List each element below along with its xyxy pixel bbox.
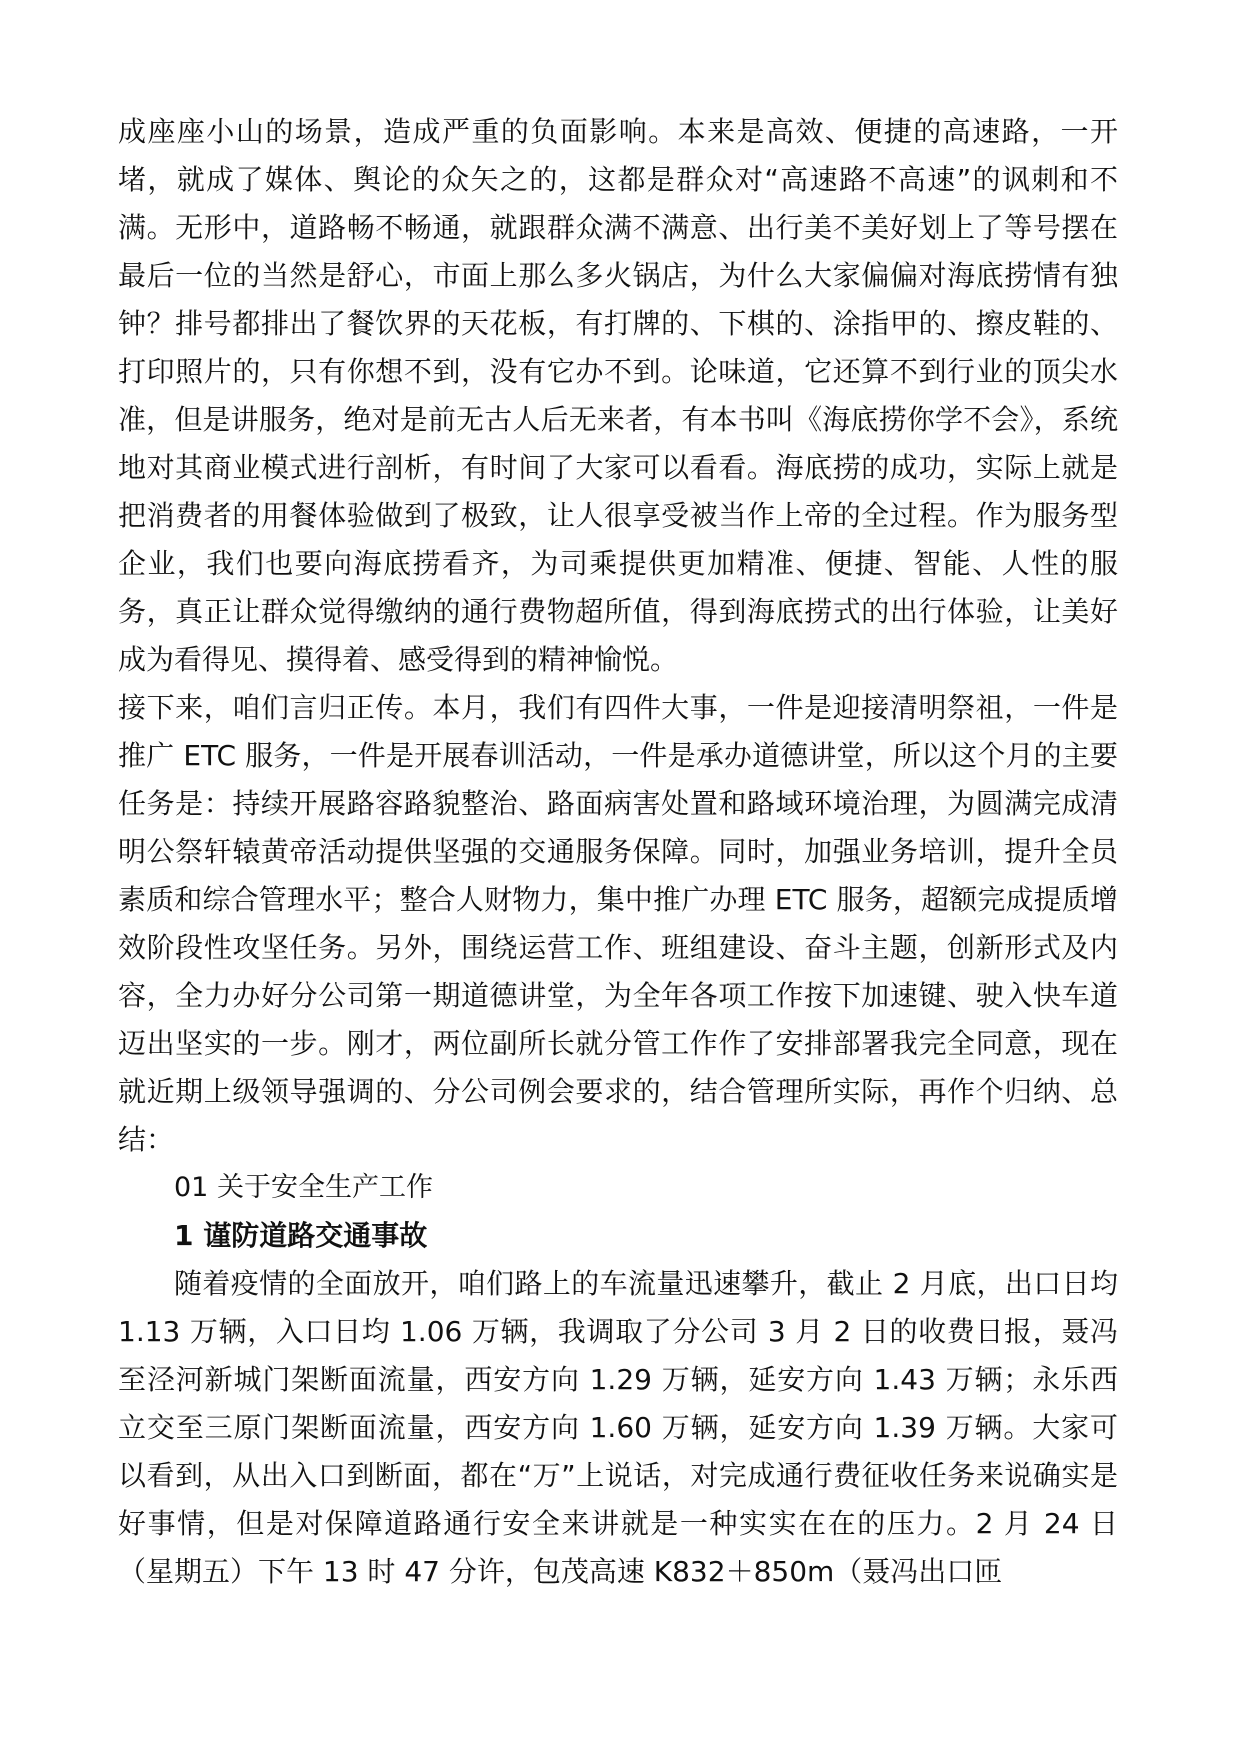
body-paragraph: 随着疫情的全面放开，咱们路上的车流量迅速攀升，截止 2 月底，出口日均 1.13 万辆，入口日均 1.06 万辆，我调取了分公司 3 月 2 日的收费日报，聂冯至泾河新城门架断面流量，西安方向 1.29 万辆，延安方向 1.43 万辆；永乐西立交至三原门架断面流量，西安方向 1.60 万辆，延安方向 1.39 万辆。大家可以看到，从出入口到断面，都在“万”上说话，对完成通行费征收任务来说确实是好事情，但是对保障道路通行安全来讲就是一种实实在在的压力。2 月 24 日（星期五）下午 13 时 47 分许，包茂高速 K832＋850m（聂冯出口匝 [118,1267,1118,1588]
subheading: 1 谨防道路交通事故 [174,1219,428,1252]
section-label: 01 关于安全生产工作 [174,1172,433,1203]
body-paragraph: 成座座小山的场景，造成严重的负面影响。本来是高效、便捷的高速路，一开堵，就成了媒体、舆论的众矢之的，这都是群众对“高速路不高速”的讽刺和不满。无形中，道路畅不畅通，就跟群众满不满意、出行美不美好划上了等号摆在最后一位的当然是舒心，市面上那么多火锅店，为什么大家偏偏对海底捞情有独钟？排号都排出了餐饮界的天花板，有打牌的、下棋的、涂指甲的、擦皮鞋的、打印照片的，只有你想不到，没有它办不到。论味道，它还算不到行业的顶尖水准，但是讲服务，绝对是前无古人后无来者，有本书叫《海底捞你学不会》，系统地对其商业模式进行剖析，有时间了大家可以看看。海底捞的成功，实际上就是把消费者的用餐体验做到了极致，让人很享受被当作上帝的全过程。作为服务型企业，我们也要向海底捞看齐，为司乘提供更加精准、便捷、智能、人性的服务，真正让群众觉得缴纳的通行费物超所值，得到海底捞式的出行体验，让美好成为看得见、摸得着、感受得到的精神愉悦。 [118,115,1118,676]
body-paragraph: 接下来，咱们言归正传。本月，我们有四件大事，一件是迎接清明祭祖，一件是推广 ETC 服务，一件是开展春训活动，一件是承办道德讲堂，所以这个月的主要任务是：持续开展路容路貌整治、路面病害处置和路域环境治理，为圆满完成清明公祭轩辕黄帝活动提供坚强的交通服务保障。同时，加强业务培训，提升全员素质和综合管理水平；整合人财物力，集中推广办理 ETC 服务，超额完成提质增效阶段性攻坚任务。另外，围绕运营工作、班组建设、奋斗主题，创新形式及内容，全力办好分公司第一期道德讲堂，为全年各项工作按下加速键、驶入快车道迈出坚实的一步。刚才，两位副所长就分管工作作了安排部署我完全同意，现在就近期上级领导强调的、分公司例会要求的，结合管理所实际，再作个归纳、总结： [118,691,1118,1156]
document-page [118,108,1118,1596]
